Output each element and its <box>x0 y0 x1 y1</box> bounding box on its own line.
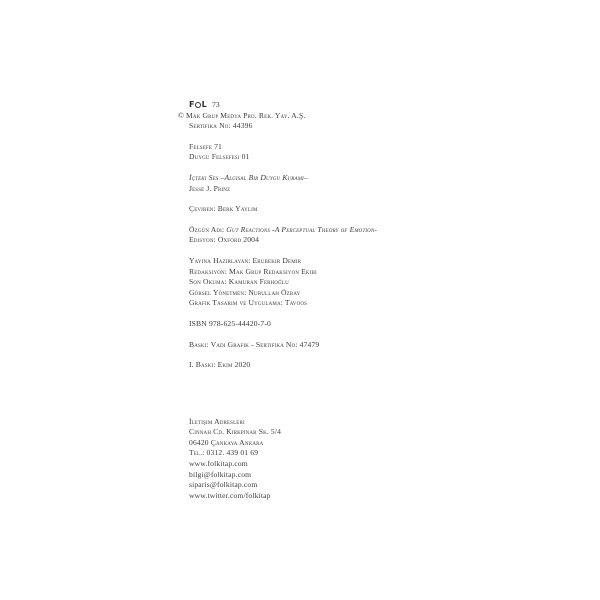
certificate-line: Sertifika No: 44396 <box>189 121 253 131</box>
order-email: siparis@folkitap.com <box>189 480 258 490</box>
original-title-label: Özgün Adı: <box>189 224 227 234</box>
logo-letter-f: F <box>189 100 195 109</box>
colophon-block <box>178 100 489 501</box>
credit-redaction: Redaksiyon: Mak Grup Redaksiyon Ekibi <box>189 266 317 276</box>
printing-line: Baskı: Vadi Grafik - Sertifika No: 47479 <box>189 339 320 349</box>
edition-date-line: I. Baskı: Ekim 2020 <box>189 360 251 370</box>
series-line-1: Felsefe 71 <box>189 141 222 151</box>
credit-graphic-design: Grafik Tasarım ve Uygulama: Tavoos <box>189 298 308 308</box>
publisher-logo <box>189 100 207 111</box>
book-title: İçteki Ses –Algısal Bir Duygu Kuramı– <box>189 172 308 182</box>
copyright-line: © Mak Grup Medya Pro. Rek. Yay. A.Ş. <box>178 110 306 120</box>
isbn-line: ISBN 978-625-44420-7-0 <box>189 318 271 328</box>
credit-art-director: Görsel Yönetmen: Nurullah Özbay <box>189 287 301 297</box>
credit-editor: Yayına Hazırlayan: Ebubekir Demir <box>189 255 302 265</box>
website-link: www.folkitap.com <box>189 459 248 469</box>
original-title-line <box>189 225 489 236</box>
logo-circle-icon <box>195 102 201 108</box>
author-name: Jesse J. Prinz <box>189 183 231 193</box>
translator-line: Çeviren: Berk Yaylım <box>189 204 258 214</box>
address-line-1: Cinnah Cd. Kırkpınar Sk. 5/4 <box>189 427 282 437</box>
twitter-link: www.twitter.com/folkitap <box>189 490 271 500</box>
publisher-logo-row <box>189 100 489 111</box>
series-number: 73 <box>211 100 220 109</box>
phone-line: Tel.: 0312. 439 01 69 <box>189 448 259 458</box>
info-email: bilgi@folkitap.com <box>189 469 252 479</box>
contact-heading: İletişim Adresleri <box>189 416 245 426</box>
original-title: Gut Reactions -A Perceptual Theory of Emotion- <box>226 224 378 234</box>
series-line-2: Duygu Felsefesi 01 <box>189 152 250 162</box>
address-line-2: 06420 Çankaya Ankara <box>189 437 264 447</box>
credit-proofreading: Son Okuma: Kamuran Ferhoğlu <box>189 277 289 287</box>
edition-line: Edisyon: Oxford 2004 <box>189 235 260 245</box>
logo-letter-l: L <box>201 100 207 109</box>
